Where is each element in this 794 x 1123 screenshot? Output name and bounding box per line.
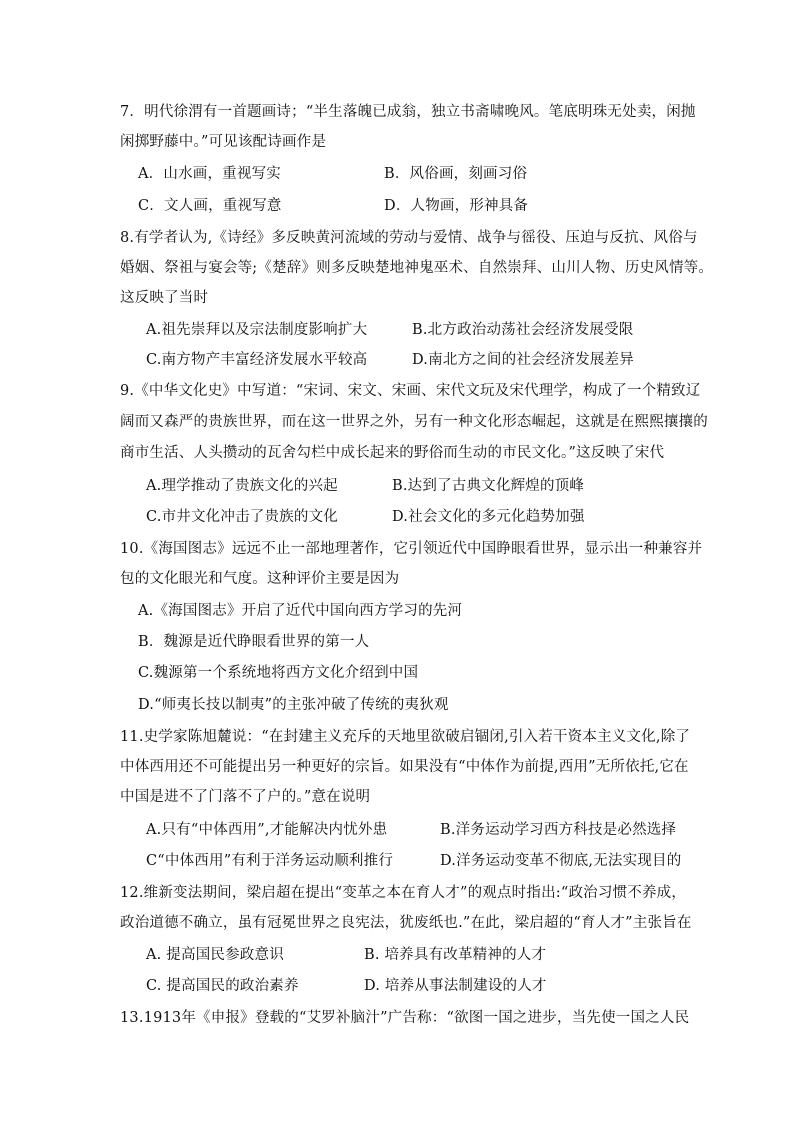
question-12-option-d: D. 培养从事法制建设的人才 <box>364 978 547 994</box>
question-12-option-c: C. 提高国民的政治素养 <box>146 978 299 994</box>
question-8-option-c: C.南方物产丰富经济发展水平较高 <box>146 352 368 368</box>
question-7-option-a: A．山水画，重视写实 <box>138 166 281 182</box>
question-8-option-b: B.北方政治动荡社会经济发展受限 <box>412 322 634 338</box>
question-7-option-c: C．文人画，重视写意 <box>138 198 282 214</box>
question-12-line-1: 12.维新变法期间，梁启超在提出“变革之本在育人才”的观点时指出:“政治习惯不养成， <box>120 885 687 901</box>
question-10-option-a: A.《海国图志》开启了近代中国向西方学习的先河 <box>138 603 463 619</box>
question-9-option-b: B.达到了古典文化辉煌的顶峰 <box>392 478 585 494</box>
question-11-line-3: 中国是进不了门落不了户的。”意在说明 <box>120 789 371 805</box>
question-11-option-d: D.洋务运动变革不彻底,无法实现目的 <box>440 853 682 869</box>
question-9-option-c: C.市井文化冲击了贵族的文化 <box>146 509 338 525</box>
question-12-option-b: B. 培养具有改革精神的人才 <box>364 947 547 963</box>
question-12-option-a: A. 提高国民参政意识 <box>146 947 284 963</box>
question-7-line-2: 闲掷野藤中。”可见该配诗画作是 <box>120 134 327 150</box>
question-8-line-2: 婚姻、祭祖与宴会等;《楚辞》则多反映楚地神鬼巫术、自然崇拜、山川人物、历史风情等。 <box>120 260 714 276</box>
question-10-option-b: B．魏源是近代睁眼看世界的第一人 <box>138 634 370 650</box>
question-11-option-b: B.洋务运动学习西方科技是必然选择 <box>440 822 677 838</box>
question-8-line-3: 这反映了当时 <box>120 290 209 306</box>
question-9-line-1: 9.《中华文化史》中写道：“宋词、宋文、宋画、宋代文玩及宋代理学，构成了一个精致辽 <box>120 383 701 399</box>
question-11-line-2: 中体西用还不可能提出另一种更好的宗旨。如果没有“中体作为前提,西用”无所依托,它在 <box>120 759 689 775</box>
question-11-option-c: C“中体西用”有利于洋务运动顺利推行 <box>146 853 394 869</box>
question-13-line-1: 13.1913年《申报》登载的“艾罗补脑汁”广告称：“欲图一国之进步，当先使一国之人民 <box>120 1010 690 1026</box>
question-12-line-2: 政治道德不确立，虽有冠冕世界之良宪法，犹废纸也.”在此，梁启超的“育人才”主张旨在 <box>120 915 692 931</box>
question-9-option-a: A.理学推动了贵族文化的兴起 <box>146 478 338 494</box>
question-9-line-2: 阔而又森严的贵族世界，而在这一世界之外，另有一种文化形态崛起，这就是在熙熙攘攘的 <box>120 414 708 430</box>
question-10-option-d: D.“师夷长技以制夷”的主张冲破了传统的夷狄观 <box>138 697 449 713</box>
question-10-option-c: C.魏源第一个系统地将西方文化介绍到中国 <box>138 665 419 681</box>
question-11-option-a: A.只有“中体西用”,才能解决内忧外患 <box>146 822 388 838</box>
question-8-line-1: 8.有学者认为,《诗经》多反映黄河流域的劳动与爱情、战争与徭役、压迫与反抗、风俗与 <box>120 230 698 246</box>
question-7-option-b: B．风俗画，刻画习俗 <box>384 166 528 182</box>
question-8-option-d: D.南北方之间的社会经济发展差异 <box>412 352 634 368</box>
question-9-option-d: D.社会文化的多元化趋势加强 <box>392 509 585 525</box>
question-9-line-3: 商市生活、人头攒动的瓦舍勾栏中成长起来的野俗而生动的市民文化。”这反映了宋代 <box>120 445 665 461</box>
question-10-line-1: 10.《海国图志》远远不止一部地理著作，它引领近代中国睁眼看世界，显示出一种兼容并 <box>120 541 703 557</box>
question-10-line-2: 包的文化眼光和气度。这种评价主要是因为 <box>120 571 400 587</box>
question-7-line-1: 7．明代徐渭有一首题画诗；“半生落魄已成翁，独立书斋啸晚风。笔底明珠无处卖，闲抛 <box>120 104 696 120</box>
question-11-line-1: 11.史学家陈旭麓说：“在封建主义充斥的天地里欲破启锢闭,引入若干资本主义文化,除了 <box>120 729 691 745</box>
question-8-option-a: A.祖先崇拜以及宗法制度影响扩大 <box>146 322 368 338</box>
question-7-option-d: D．人物画，形神具备 <box>384 198 529 214</box>
